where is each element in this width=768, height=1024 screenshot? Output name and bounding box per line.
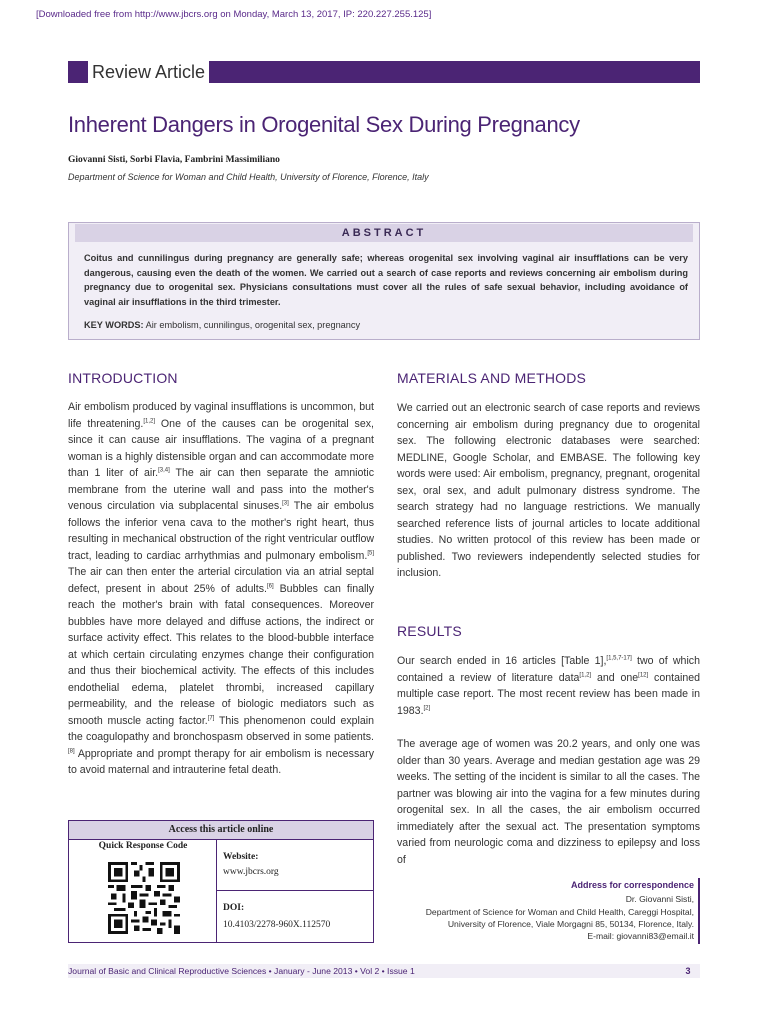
keywords-list: Air embolism, cunnilingus, orogenital sex, pregnancy [143, 320, 361, 330]
citation[interactable]: [1,5,7-17] [606, 655, 632, 662]
correspondence-rule [698, 878, 700, 944]
website-label: Website: [223, 852, 259, 862]
citation[interactable]: [3] [282, 500, 289, 507]
correspondence-address: University of Florence, Viale Morgagni 85, 50134, Florence, Italy. [447, 919, 694, 929]
correspondence-heading: Address for correspondence [570, 880, 694, 890]
section-header-tab [68, 61, 88, 83]
introduction-heading: INTRODUCTION [68, 370, 178, 386]
doi-link[interactable]: 10.4103/2278-960X.112570 [223, 920, 331, 930]
citation[interactable]: [12] [638, 671, 649, 678]
correspondence-dept: Department of Science for Woman and Child Health, Careggi Hospital, [425, 907, 694, 917]
correspondence-email[interactable]: E-mail: giovanni83@email.it [587, 931, 694, 941]
footer-journal: Journal of Basic and Clinical Reproductive Sciences • January - June 2013 • Vol 2 • Issue 1 [68, 966, 415, 976]
results-text: Our search ended in 16 articles [Table 1],[1,5,7-17] two of which contained a review of literature data[1,2] and one[12] contained multiple case report. The most recent review has been made in 1983.[2] [397, 655, 700, 717]
website-link[interactable]: www.jbcrs.org [223, 867, 279, 877]
qr-label: Quick Response Code [98, 841, 188, 851]
affiliation: Department of Science for Woman and Child Health, University of Florence, Florence, Italy [68, 172, 429, 182]
abstract-heading: ABSTRACT [75, 224, 693, 242]
access-row-divider [217, 890, 373, 891]
results-heading: RESULTS [397, 623, 462, 639]
citation[interactable]: [2] [423, 704, 431, 711]
citation[interactable]: [1,2] [579, 671, 592, 678]
citation[interactable]: [6] [266, 582, 274, 589]
keywords-label: KEY WORDS: [84, 320, 144, 330]
access-heading: Access this article online [69, 821, 373, 840]
citation[interactable]: [7] [207, 714, 215, 721]
doi-label: DOI: [223, 903, 245, 913]
citation[interactable]: [8] [68, 747, 75, 754]
download-note: [Downloaded free from http://www.jbcrs.org on Monday, March 13, 2017, IP: 220.227.255.125] [36, 9, 432, 20]
qr-code-icon[interactable] [108, 862, 180, 934]
abstract-text: Coitus and cunnilingus during pregnancy are generally safe; whereas orogenital sex involving vaginal air insufflations can be very dangerous, causing even the death of the women. We carried out a search of case reports and reviews concerning air embolism during pregnancy due to orogenital sex. Physicians consultations must cover all the rules of safe sexual behavior, including avoidance of vaginal air insufflations in the third trimester. [84, 253, 688, 307]
citation[interactable]: [5] [367, 549, 374, 556]
page-number: 3 [685, 966, 691, 976]
citation[interactable]: [3,4] [158, 467, 170, 474]
keywords [84, 320, 688, 330]
paper-title: Inherent Dangers in Orogenital Sex During Pregnancy [68, 112, 580, 137]
introduction-text: Air embolism produced by vaginal insufflations is uncommon, but life threatening.[1,2] One of the causes can be orogenital sex, since it can cause air insufflations. The vagina of a pregnant woman is a highly distensible organ and can accommodate more than 1 liter of air.[3,4] The air can then separate the amniotic membrane from the uterine wall and pass into the mother's venous circulation via subplacental sinuses.[3] The air embolus follows the inferior vena cava to the mother's right heart, thus resulting in mechanical obstruction of the right ventricular outflow tract, leading to cardiac arrhythmias and pulmonary embolism.[5] The air can then enter the arterial circulation via an atrial septal defect, present in about 25% of adults.[6] Bubbles can finally reach the mother's brain with fatal consequences. Moreover bubbles have more delayed and diffuse actions, the indirect or surface activity effect. This relates to the blood-bubble interface at which certain circulating enzymes change their configuration and thus their biochemical activity. The effects of this includes endothelial edema, platelet thrombi, increased capillary permeability, and the release of biologic mediators such as smooth muscle acting factor.[7] This phenomenon could explain the coagulopathy and bronchospasm observed in some patients.[8] Appropriate and prompt therapy for air embolism is necessary to avoid maternal and intrauterine fetal death. [68, 401, 375, 776]
section-label: Review Article [88, 61, 209, 83]
citation[interactable]: [1,2] [143, 417, 156, 424]
correspondence-name: Dr. Giovanni Sisti, [625, 894, 694, 904]
results-text-2: The average age of women was 20.2 years, and only one was older than 30 years. Average and median gestation age was 29 weeks. The setting of the incident is similar to all the cases. The partner was blowing air into the vagina for a few minutes during orogenital sex. In all the cases, the air embolism occurred immediately after the sexual act. The presentation symptoms varied from neurologic coma and dizziness to epilepsy and loss of [397, 738, 700, 866]
methods-heading: MATERIALS AND METHODS [397, 370, 587, 386]
methods-text: We carried out an electronic search of case reports and reviews concerning air embolism during pregnancy due to orogenital sex. The following electronic databases were searched: MEDLINE, Google Scholar, and EMBASE. The following key words were used: Air embolism, pregnancy, pregnant, orogenital sex, oral sex, and adult pulmonary distress syndrome. The search strategy had no language restrictions. We manually searched reference lists of journal articles to locate additional studies. No written protocol of this review has been made or published. Two reviewers independently selected studies for inclusion. [397, 402, 700, 579]
authors: Giovanni Sisti, Sorbi Flavia, Fambrini Massimiliano [68, 155, 280, 165]
